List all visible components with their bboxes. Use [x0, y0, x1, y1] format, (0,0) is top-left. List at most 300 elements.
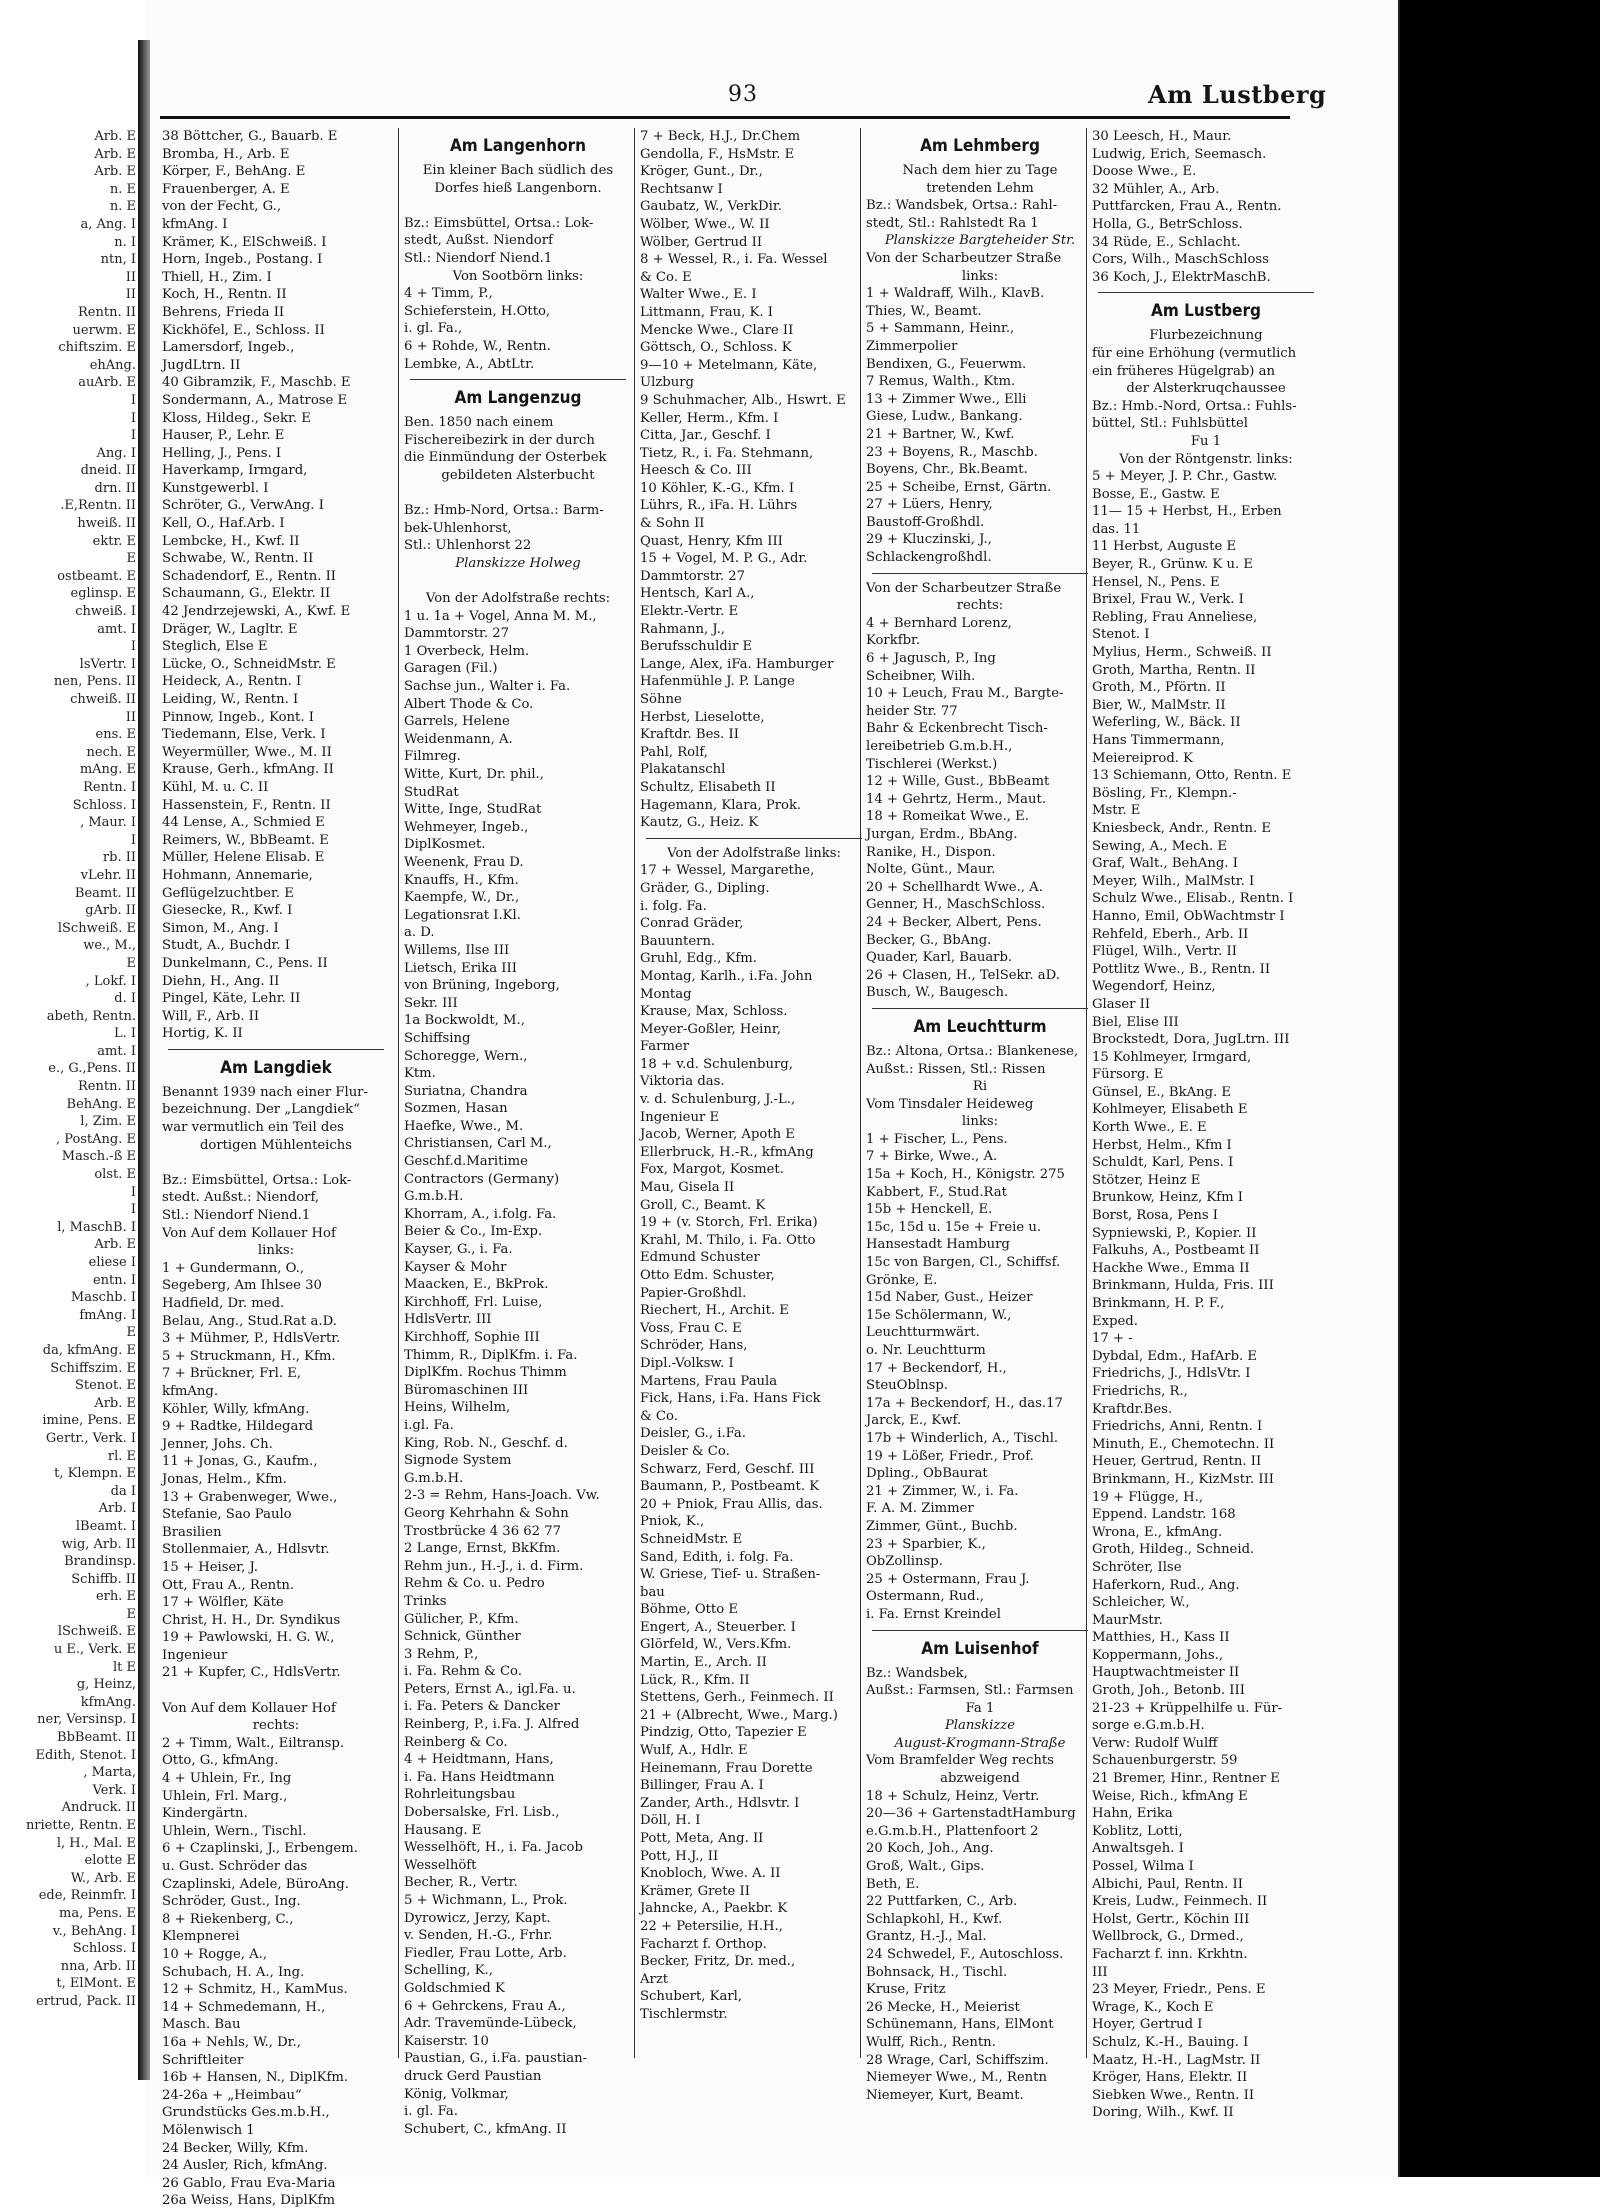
- fragment-line: eliese I: [88, 1255, 136, 1270]
- centered-note: Planskizze: [944, 1718, 1016, 1734]
- entry-line: Weidenmann, A.: [404, 731, 513, 747]
- entry-line: Siebken Wwe., Rentn. II: [1092, 2087, 1255, 2103]
- entry-line: Außst.: Rissen, Stl.: Rissen: [866, 1061, 1046, 1077]
- fragment-line: erh. E: [95, 1589, 136, 1605]
- entry-line: Zimmer, Günt., Buchb.: [866, 1518, 1018, 1534]
- entry-line: Brixel, Frau W., Verk. I: [1092, 592, 1244, 608]
- entry-line: stedt, Stl.: Rahlstedt Ra 1: [866, 215, 1039, 231]
- fragment-line: mAng. E: [79, 762, 136, 778]
- entry-line: Von Auf dem Kollauer Hof: [162, 1700, 336, 1716]
- entry-line: Krämer, K., ElSchweiß. I: [162, 234, 327, 250]
- entry-line: Vom Bramfelder Weg rechts: [866, 1753, 1054, 1769]
- entry-line: Sozmen, Hasan: [404, 1101, 508, 1117]
- entry-line: Meiereiprod. K: [1092, 750, 1194, 766]
- entry-line: Ellerbruck, H.-R., kfmAng: [640, 1144, 814, 1160]
- entry-line: Conrad Gräder,: [640, 916, 744, 932]
- fragment-line: imine, Pens. E: [42, 1413, 136, 1429]
- entry-line: Bz.: Wandsbek, Ortsa.: Rahl-: [866, 198, 1058, 214]
- fragment-line: Ang. I: [96, 445, 136, 461]
- entry-line: Kröger, Hans, Elektr. II: [1092, 2070, 1248, 2086]
- entry-line: Rehm & Co. u. Pedro: [404, 1576, 545, 1592]
- entry-line: Weferling, W., Bäck. II: [1092, 715, 1241, 731]
- entry-line: heider Str. 77: [866, 703, 958, 719]
- entry-line: Brunkow, Heinz, Kfm I: [1092, 1190, 1244, 1206]
- entry-line: Verw: Rudolf Wulff: [1092, 1735, 1218, 1751]
- entry-line: Koblitz, Lotti,: [1092, 1823, 1183, 1839]
- entry-line: Rohrleitungsbau: [404, 1787, 516, 1803]
- entry-line: Bz.: Wandsbek,: [866, 1665, 968, 1681]
- entry-line: Facharzt f. Orthop.: [640, 1936, 767, 1952]
- entry-line: Plakatanschl: [640, 762, 726, 778]
- fragment-line: lSchweiß. E: [57, 1624, 136, 1640]
- fragment-line: Arb. I: [98, 1501, 136, 1517]
- entry-line: bezeichnung. Der „Langdiek“: [162, 1102, 360, 1118]
- entry-line: Giese, Ludw., Bankang.: [866, 409, 1023, 425]
- entry-line: Riechert, H., Archit. E: [640, 1303, 789, 1319]
- entry-line: 25 + Ostermann, Frau J.: [866, 1571, 1030, 1587]
- entry-line: 19 + Pawlowski, H. G. W.,: [162, 1630, 335, 1646]
- entry-line: Papier-Großhdl.: [640, 1285, 747, 1301]
- entry-line: 18 + Romeikat Wwe., E.: [866, 809, 1029, 825]
- entry-line: 1a Bockwoldt, M.,: [404, 1013, 525, 1029]
- column-divider: [634, 128, 635, 2058]
- entry-line: 3 Rehm, P.,: [404, 1646, 479, 1662]
- entry-line: ObZollinsp.: [866, 1554, 943, 1570]
- fragment-line: Schloss. I: [72, 1941, 136, 1957]
- fragment-line: II: [125, 287, 136, 303]
- entry-line: King, Rob. N., Geschf. d.: [404, 1435, 568, 1451]
- entry-line: Fürsorg. E: [1092, 1067, 1164, 1083]
- entry-line: stedt. Außst.: Niendorf,: [162, 1190, 320, 1206]
- entry-line: 17 + Wessel, Margarethe,: [640, 863, 815, 879]
- centered-note: Ri: [972, 1079, 988, 1095]
- entry-line: Friedrichs, Anni, Rentn. I: [1092, 1419, 1263, 1435]
- entry-line: Büromaschinen III: [404, 1382, 529, 1398]
- fragment-line: ner, Versinsp. I: [37, 1712, 136, 1728]
- fragment-line: I: [130, 832, 136, 848]
- entry-line: Baustoff-Großhdl.: [866, 514, 985, 530]
- entry-line: Herbst, Lieselotte,: [640, 709, 765, 725]
- fragment-line: we., M.,: [83, 938, 136, 954]
- entry-line: Thiell, H., Zim. I: [162, 269, 272, 285]
- entry-line: Glörfeld, W., Vers.Kfm.: [640, 1637, 792, 1653]
- entry-line: 15 + Vogel, M. P. G., Adr.: [640, 551, 808, 567]
- entry-line: Krause, Max, Schloss.: [640, 1004, 788, 1020]
- entry-line: Hahn, Erika: [1092, 1806, 1173, 1822]
- entry-line: 28 Wrage, Carl, Schiffszim.: [866, 2052, 1049, 2068]
- entry-line: Rehm jun., H.-J., i. d. Firm.: [404, 1558, 584, 1574]
- entry-line: Paustian, G., i.Fa. paustian-: [404, 2051, 588, 2067]
- entry-line: [162, 1154, 390, 1172]
- fragment-line: Arb. E: [94, 146, 136, 162]
- entry-line: Wesselhöft: [404, 1857, 477, 1873]
- entry-line: 5 + Sammann, Heinr.,: [866, 321, 1015, 337]
- entry-line: i. gl. Fa.: [404, 2104, 458, 2120]
- entry-line: W. Griese, Tief- u. Straßen-: [640, 1567, 821, 1583]
- entry-line: Lange, Alex, iFa. Hamburger: [640, 656, 834, 672]
- column-divider: [398, 128, 399, 2058]
- entry-line: Edmund Schuster: [640, 1250, 760, 1266]
- entry-line: Pindzig, Otto, Tapezier E: [640, 1725, 807, 1741]
- fragment-line: amt. I: [97, 621, 136, 637]
- entry-line: Steglich, Else E: [162, 639, 268, 655]
- entry-line: Rechtsanw I: [640, 181, 723, 197]
- entry-line: Schriftleiter: [162, 2052, 244, 2068]
- entry-line: Bahr & Eckenbrecht Tisch-: [866, 721, 1048, 737]
- fragment-line: , Marta,: [83, 1765, 136, 1781]
- entry-line: Hassenstein, F., Rentn. II: [162, 797, 331, 813]
- entry-line: Sachse jun., Walter i. Fa.: [404, 679, 571, 695]
- entry-line: Günsel, E., BkAng. E: [1092, 1084, 1232, 1100]
- entry-line: 18 + Schulz, Heinz, Vertr.: [866, 1788, 1040, 1804]
- entry-line: Krahl, M. Thilo, i. Fa. Otto: [640, 1232, 816, 1248]
- centered-note: Fu 1: [1190, 433, 1222, 449]
- entry-line: Czaplinski, Adele, BüroAng.: [162, 1876, 349, 1892]
- entry-line: 1 + Waldraff, Wilh., KlavB.: [866, 286, 1045, 302]
- entry-line: König, Volkmar,: [404, 2086, 509, 2102]
- section-rule: [872, 1008, 1088, 1009]
- entry-line: Contractors (Germany): [404, 1171, 560, 1187]
- entry-line: Rebling, Frau Anneliese,: [1092, 609, 1258, 625]
- entry-line: Fick, Hans, i.Fa. Hans Fick: [640, 1391, 821, 1407]
- centered-note: Nach dem hier zu Tage: [902, 163, 1058, 178]
- entry-line: Doose Wwe., E.: [1092, 164, 1197, 180]
- fragment-line: lSchweiß. E: [57, 920, 136, 936]
- entry-line: Leuchtturmwärt.: [866, 1325, 980, 1341]
- entry-line: Witte, Inge, StudRat: [404, 802, 542, 818]
- fragment-line: abeth, Rentn.: [46, 1008, 136, 1024]
- entry-line: Schlackengroßhdl.: [866, 550, 992, 566]
- entry-line: Hanno, Emil, ObWachtmstr I: [1092, 908, 1285, 924]
- entry-line: Böhme, Otto E: [640, 1602, 738, 1618]
- entry-line: i. Fa. Peters & Dancker: [404, 1699, 560, 1715]
- entry-line: 42 Jendrzejewski, A., Kwf. E: [162, 604, 351, 620]
- entry-line: Kayser, G., i. Fa.: [404, 1242, 513, 1258]
- entry-line: 15a + Koch, H., Königstr. 275: [866, 1167, 1065, 1183]
- fragment-line: drn. II: [94, 480, 136, 496]
- centered-note: rechts:: [956, 598, 1004, 614]
- section-rule: [872, 1630, 1088, 1631]
- entry-line: Niemeyer Wwe., M., Rentn: [866, 2070, 1047, 2086]
- entry-line: 20 Koch, Joh., Ang.: [866, 1841, 994, 1857]
- entry-line: Jurgan, Erdm., BbAng.: [866, 826, 1018, 842]
- centered-note: tretenden Lehm: [926, 180, 1034, 196]
- fragment-line: Maschb. I: [70, 1290, 136, 1306]
- fragment-line: E: [126, 955, 136, 971]
- entry-line: Krause, Gerh., kfmAng. II: [162, 762, 334, 778]
- entry-line: MaurMstr.: [1092, 1612, 1163, 1628]
- entry-line: Possel, Wilma I: [1092, 1859, 1194, 1874]
- entry-line: Köhler, Willy, kfmAng.: [162, 1401, 310, 1417]
- entry-line: Pott, H.J., II: [640, 1848, 719, 1864]
- entry-line: Stenot. I: [1092, 627, 1150, 643]
- entry-line: 2 Lange, Ernst, BkKfm.: [404, 1541, 561, 1557]
- entry-line: Heinemann, Frau Dorette: [640, 1760, 813, 1776]
- fragment-line: E: [126, 1325, 136, 1341]
- entry-line: Wulff, Rich., Rentn.: [866, 2034, 996, 2050]
- entry-line: Wehmeyer, Ingeb.,: [404, 819, 529, 835]
- centered-note: Von der Adolfstraße links:: [667, 845, 841, 861]
- entry-line: 21 + Bartner, W., Kwf.: [866, 426, 1015, 442]
- entry-line: Horn, Ingeb., Postang. I: [162, 252, 323, 268]
- entry-line: Schröder, Gust., Ing.: [162, 1894, 301, 1910]
- entry-line: Reinberg & Co.: [404, 1734, 508, 1750]
- entry-line: Groth, M., Pförtn. II: [1092, 680, 1226, 696]
- entry-line: 32 Mühler, A., Arb.: [1092, 181, 1220, 197]
- fragment-line: lsVertr. I: [79, 656, 136, 672]
- entry-line: 11— 15 + Herbst, H., Erben: [1092, 504, 1282, 520]
- section-rule: [168, 1049, 384, 1050]
- fragment-line: Arb. E: [94, 164, 136, 180]
- entry-line: Kraftdr.Bes.: [1092, 1401, 1173, 1417]
- entry-line: Weise, Rich., kfmAng E: [1092, 1788, 1248, 1804]
- entry-line: 1 u. 1a + Vogel, Anna M. M.,: [404, 608, 597, 624]
- entry-line: Korth Wwe., E. E: [1092, 1120, 1207, 1136]
- entry-line: Arzt: [640, 1971, 669, 1987]
- entry-line: Vom Tinsdaler Heideweg: [866, 1096, 1034, 1112]
- fragment-line: amt. I: [97, 1043, 136, 1059]
- fragment-line: I: [130, 410, 136, 426]
- entry-line: 27 + Lüers, Henry,: [866, 497, 993, 513]
- entry-line: Hafenmühle J. P. Lange: [640, 674, 795, 690]
- entry-line: sorge e.G.m.b.H.: [1092, 1718, 1205, 1734]
- entry-line: Hagemann, Klara, Prok.: [640, 797, 802, 813]
- entry-line: Dipl.-Volksw. I: [640, 1355, 734, 1371]
- entry-line: Khorram, A., i.folg. Fa.: [404, 1206, 557, 1222]
- entry-line: Ranike, H., Dispon.: [866, 844, 996, 860]
- entry-line: Kayser & Mohr: [404, 1259, 507, 1275]
- entry-line: büttel, Stl.: Fuhlsbüttel: [1092, 416, 1248, 432]
- entry-line: Schubert, Karl,: [640, 1989, 743, 2005]
- entry-line: Gaubatz, W., VerkDir.: [640, 199, 782, 215]
- entry-line: Schultz, Elisabeth II: [640, 779, 776, 795]
- entry-line: Voss, Frau C. E: [640, 1320, 742, 1336]
- entry-line: 13 + Grabenweger, Wwe.,: [162, 1489, 338, 1505]
- entry-line: i. Fa. Ernst Kreindel: [866, 1606, 1001, 1622]
- fragment-line: rl. E: [107, 1448, 136, 1464]
- running-head: Am Lustberg: [1148, 80, 1327, 109]
- fragment-line: g, Heinz,: [76, 1677, 136, 1693]
- entry-line: e.G.m.b.H., Plattenfoort 2: [866, 1823, 1039, 1839]
- street-heading: Am Luisenhof: [921, 1638, 1039, 1659]
- fragment-line: vLehr. II: [80, 867, 136, 883]
- entry-line: 15b + Henckell, E.: [866, 1202, 993, 1218]
- entry-line: Kindergärtn.: [162, 1806, 248, 1822]
- entry-line: Brasilien: [162, 1524, 222, 1540]
- entry-line: 15c, 15d u. 15e + Freie u.: [866, 1219, 1042, 1235]
- entry-line: Rahmann, J.,: [640, 621, 725, 637]
- entry-line: Keller, Herm., Kfm. I: [640, 410, 779, 426]
- entry-line: Wesselhöft, H., i. Fa. Jacob: [404, 1840, 583, 1856]
- entry-line: Mau, Gisela II: [640, 1180, 735, 1196]
- entry-line: bek-Uhlenhorst,: [404, 520, 512, 536]
- fragment-line: kfmAng.: [80, 1694, 136, 1710]
- fragment-line: da I: [110, 1483, 136, 1499]
- entry-line: Christiansen, Carl M.,: [404, 1136, 552, 1152]
- entry-line: Wegendorf, Heinz,: [1092, 979, 1216, 995]
- entry-line: Montag: [640, 986, 692, 1002]
- entry-line: Dobersalske, Frl. Lisb.,: [404, 1805, 560, 1821]
- entry-line: 17 + Wölfler, Käte: [162, 1595, 284, 1611]
- entry-line: Göttsch, O., Schloss. K: [640, 340, 792, 356]
- entry-line: Beth, E.: [866, 1876, 920, 1892]
- fragment-line: ede, Reinmfr. I: [38, 1888, 136, 1904]
- entry-line: Lembke, A., AbtLtr.: [404, 356, 535, 372]
- entry-line: 10 + Rogge, A.,: [162, 1946, 268, 1962]
- entry-line: Körper, F., BehAng. E: [162, 164, 306, 180]
- entry-line: Simon, M., Ang. I: [162, 920, 279, 936]
- fragment-line: gArb. II: [85, 903, 136, 919]
- entry-line: 38 Böttcher, G., Bauarb. E: [162, 129, 338, 144]
- street-heading: Am Lehmberg: [920, 136, 1040, 156]
- entry-line: 21 + Kupfer, C., HdlsVertr.: [162, 1665, 341, 1681]
- centered-note: Planskizze Bargteheider Str.: [884, 233, 1076, 249]
- fragment-line: a, Ang. I: [80, 216, 136, 232]
- entry-line: 17a + Beckendorf, H., das.17: [866, 1395, 1063, 1411]
- entry-line: Mölenwisch 1: [162, 2122, 255, 2138]
- entry-line: Glaser II: [1092, 996, 1151, 1012]
- entry-line: Sekr. III: [404, 995, 458, 1011]
- entry-line: 23 + Boyens, R., Maschb.: [866, 444, 1038, 460]
- entry-line: Ulzburg: [640, 375, 694, 391]
- entry-line: Wölber, Gertrud II: [640, 234, 763, 250]
- column-4: [866, 128, 1094, 2103]
- entry-line: Witte, Kurt, Dr. phil.,: [404, 767, 544, 782]
- previous-page-fragment: [0, 128, 136, 2078]
- fragment-line: olst. E: [94, 1167, 136, 1183]
- entry-line: Hauptwachtmeister II: [1092, 1665, 1240, 1681]
- entry-line: Falkuhs, A., Postbeamt II: [1092, 1243, 1260, 1259]
- entry-line: Von der Scharbeutzer Straße: [866, 250, 1062, 266]
- fragment-line: , Lokf. I: [85, 973, 136, 989]
- centered-note: Planskizze Holweg: [455, 555, 581, 571]
- entry-line: Jarck, E., Kwf.: [866, 1413, 962, 1429]
- entry-line: 6 + Czaplinski, J., Erbengem.: [162, 1841, 358, 1857]
- fragment-line: ens. E: [95, 727, 136, 743]
- entry-line: 13 + Zimmer Wwe., Elli: [866, 391, 1027, 407]
- entry-line: Heuer, Gertrud, Rentn. II: [1092, 1454, 1262, 1470]
- entry-line: Haefke, Wwe., M.: [404, 1118, 524, 1134]
- entry-line: Weenenk, Frau D.: [404, 854, 524, 870]
- fragment-line: dneid. II: [80, 463, 136, 479]
- centered-note: Flurbezeichnung: [1149, 328, 1263, 344]
- entry-line: 26 Mecke, H., Meierist: [866, 1999, 1020, 2015]
- entry-line: 17 + -: [1092, 1331, 1133, 1347]
- entry-line: Groth, Martha, Rentn. II: [1092, 662, 1256, 678]
- entry-line: Klempnerei: [162, 1929, 240, 1945]
- entry-line: Uhlein, Frl. Marg.,: [162, 1788, 288, 1804]
- entry-line: Farmer: [640, 1039, 690, 1055]
- fragment-line: nen, Pens. II: [53, 674, 136, 690]
- entry-line: 26 + Clasen, H., TelSekr. aD.: [866, 967, 1060, 983]
- column-1: [162, 128, 390, 2209]
- fragment-line: , PostAng. E: [55, 1131, 136, 1147]
- entry-line: Suriatna, Chandra: [404, 1083, 528, 1099]
- entry-line: Lamersdorf, Ingeb.,: [162, 340, 295, 356]
- entry-line: Haverkamp, Irmgard,: [162, 463, 308, 479]
- fragment-line: lBeamt. I: [75, 1518, 136, 1534]
- entry-line: 5 + Wichmann, L., Prok.: [404, 1893, 568, 1908]
- entry-line: StudRat: [404, 784, 459, 800]
- entry-line: Haferkorn, Rud., Ang.: [1092, 1577, 1240, 1593]
- fragment-line: Masch.-ß E: [61, 1149, 136, 1165]
- entry-line: Zimmerpolier: [866, 338, 958, 354]
- fragment-line: Arb. E: [94, 129, 136, 144]
- entry-line: 24 + Becker, Albert, Pens.: [866, 914, 1042, 930]
- entry-line: 13 Schiemann, Otto, Rentn. E: [1092, 768, 1292, 784]
- entry-line: Signode System: [404, 1453, 512, 1469]
- entry-line: Stefanie, Sao Paulo: [162, 1507, 292, 1523]
- entry-line: Cors, Wilh., MaschSchloss: [1092, 252, 1269, 268]
- entry-line: druck Gerd Paustian: [404, 2068, 542, 2084]
- entry-line: Meyer-Goßler, Heinr,: [640, 1021, 781, 1037]
- entry-line: Schoregge, Wern.,: [404, 1048, 528, 1064]
- entry-line: Becker, Fritz, Dr. med.,: [640, 1954, 796, 1970]
- entry-line: Exped.: [1092, 1313, 1138, 1329]
- entry-line: Tischlerei (Werkst.): [866, 756, 998, 772]
- entry-line: III: [1092, 1964, 1108, 1980]
- entry-line: Groth, Joh., Betonb. III: [1092, 1683, 1245, 1699]
- entry-line: Fiedler, Frau Lotte, Arb.: [404, 1945, 567, 1961]
- entry-line: Diehn, H., Ang. II: [162, 973, 280, 989]
- entry-line: 12 + Schmitz, H., KamMus.: [162, 1982, 348, 1998]
- entry-line: Schlapkohl, H., Kwf.: [866, 1911, 1003, 1927]
- entry-line: Schünemann, Hans, ElMont: [866, 2017, 1054, 2033]
- street-heading: Am Lustberg: [1151, 301, 1261, 322]
- entry-line: Friedrichs, J., HdlsVtr. I: [1092, 1366, 1251, 1382]
- entry-line: Maacken, E., BkProk.: [404, 1277, 549, 1293]
- entry-line: i. Fa. Hans Heidtmann: [404, 1769, 555, 1785]
- entry-line: 34 Rüde, E., Schlacht.: [1092, 234, 1241, 250]
- fragment-line: elotte E: [84, 1853, 136, 1869]
- entry-line: Quader, Karl, Bauarb.: [866, 950, 1013, 966]
- entry-line: [404, 572, 632, 590]
- entry-line: Ktm.: [404, 1066, 436, 1082]
- entry-line: Will, F., Arb. II: [162, 1008, 260, 1024]
- centered-note: Von Sootbörn links:: [452, 268, 584, 284]
- centered-note: rechts:: [252, 1718, 300, 1734]
- fragment-line: l, H., Mal. E: [56, 1835, 136, 1851]
- entry-line: 1 + Fischer, L., Pens.: [866, 1131, 1008, 1147]
- entry-line: Schiffsing: [404, 1030, 471, 1046]
- entry-line: Kloss, Hildeg., Sekr. E: [162, 410, 311, 426]
- entry-line: Tischlermstr.: [640, 2006, 728, 2022]
- entry-line: 29 + Kluczinski, J.,: [866, 532, 992, 548]
- entry-line: Holla, G., BetrSchloss.: [1092, 216, 1243, 232]
- fragment-line: II: [125, 269, 136, 285]
- entry-line: Schröter, Ilse: [1092, 1559, 1182, 1575]
- fragment-line: Beamt. II: [74, 885, 136, 901]
- entry-line: 44 Lense, A., Schmied E: [162, 815, 325, 831]
- entry-line: Quast, Henry, Kfm III: [640, 533, 783, 549]
- fragment-line: n. I: [114, 234, 136, 250]
- entry-line: Deisler & Co.: [640, 1443, 730, 1459]
- fragment-line: v., BehAng. I: [52, 1923, 136, 1939]
- header-rule: [160, 116, 1290, 119]
- column-3: [640, 128, 868, 2068]
- entry-line: 7 + Birke, Wwe., A.: [866, 1149, 998, 1165]
- entry-line: JugdLtrn. II: [162, 357, 241, 373]
- entry-line: 24 Ausler, Rich, kfmAng.: [162, 2158, 328, 2174]
- entry-line: Jenner, Johs. Ch.: [162, 1436, 273, 1452]
- entry-line: Gendolla, F., HsMstr. E: [640, 146, 795, 162]
- entry-line: Lück, R., Kfm. II: [640, 1672, 750, 1688]
- entry-line: für eine Erhöhung (vermutlich: [1092, 345, 1297, 361]
- entry-line: Bz.: Eimsbüttel, Ortsa.: Lok-: [162, 1172, 352, 1188]
- fragment-line: t, Klempn. E: [54, 1466, 136, 1482]
- entry-line: 24 Becker, Willy, Kfm.: [162, 2140, 309, 2156]
- entry-line: Borst, Rosa, Pens I: [1092, 1208, 1219, 1224]
